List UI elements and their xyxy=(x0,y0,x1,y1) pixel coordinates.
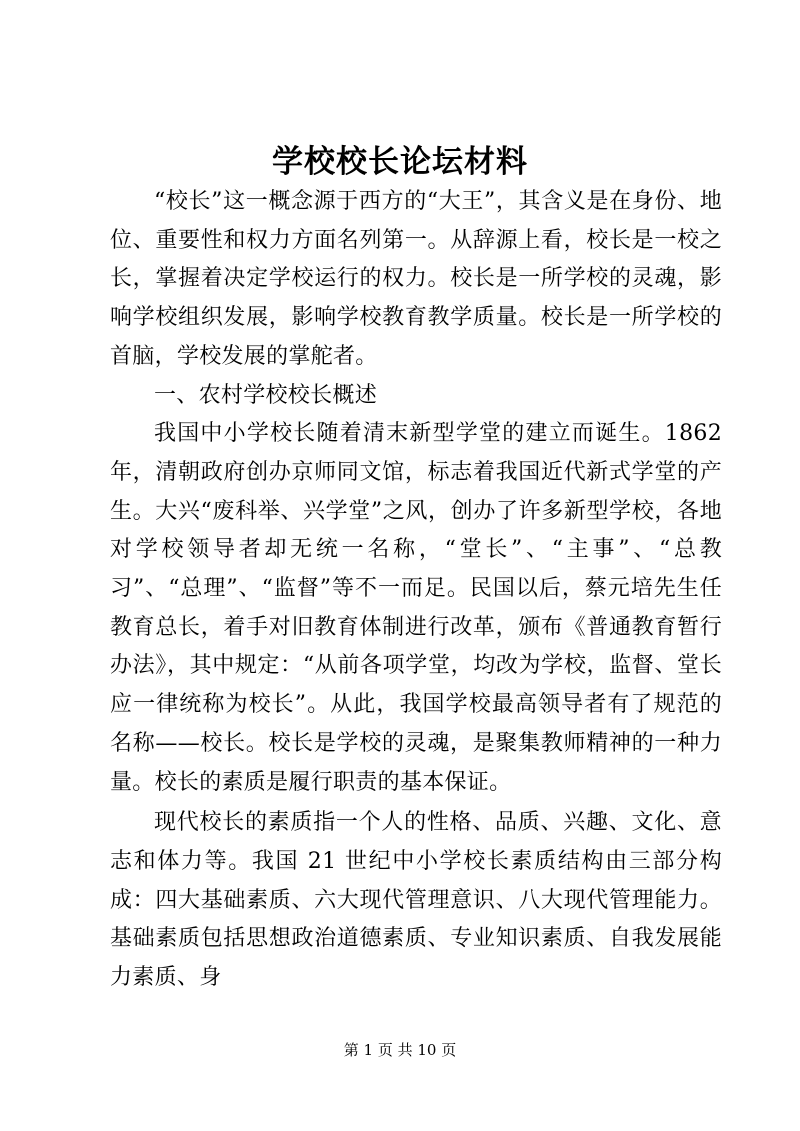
document-title: 学校校长论坛材料 xyxy=(272,144,528,180)
document-body xyxy=(110,183,722,998)
section-heading: 一、农村学校校长概述 xyxy=(154,382,378,408)
page-footer: 第 1 页 共 10 页 xyxy=(343,1041,457,1059)
paragraph-history: 我国中小学校长随着清末新型学堂的建立而诞生。1862 年，清朝政府创办京师同文馆，标志着我国近代新式学堂的产生。大兴“废科举、兴学堂”之风，创办了许多新型学校，各地对学校领导者却无统一名称，“堂长”、“主事”、“总教习”、“总理”、“监督”等不一而足。民国以后，蔡元培先生任教育总长，着手对旧教育体制进行改革，颁布《普通教育暂行办法》，其中规定：“从前各项学堂，均改为学校，监督、堂长应一律统称为校长”。从此，我国学校最高领导者有了规范的名称——校长。校长是学校的灵魂，是聚集教师精神的一种力量。校长的素质是履行职责的基本保证。 xyxy=(110,421,722,795)
paragraph-quality: 现代校长的素质指一个人的性格、品质、兴趣、文化、意志和体力等。我国 21 世纪中小学校长素质结构由三部分构成：四大基础素质、六大现代管理意识、八大现代管理能力。基础素质包括思想政治道德素质、专业知识素质、自我发展能力素质、身 xyxy=(110,810,722,991)
paragraph-intro: “校长”这一概念源于西方的“大王”，其含义是在身份、地位、重要性和权力方面名列第一。从辞源上看，校长是一校之长，掌握着决定学校运行的权力。校长是一所学校的灵魂，影响学校组织发展，影响学校教育教学质量。校长是一所学校的首脑，学校发展的掌舵者。 xyxy=(110,189,722,369)
